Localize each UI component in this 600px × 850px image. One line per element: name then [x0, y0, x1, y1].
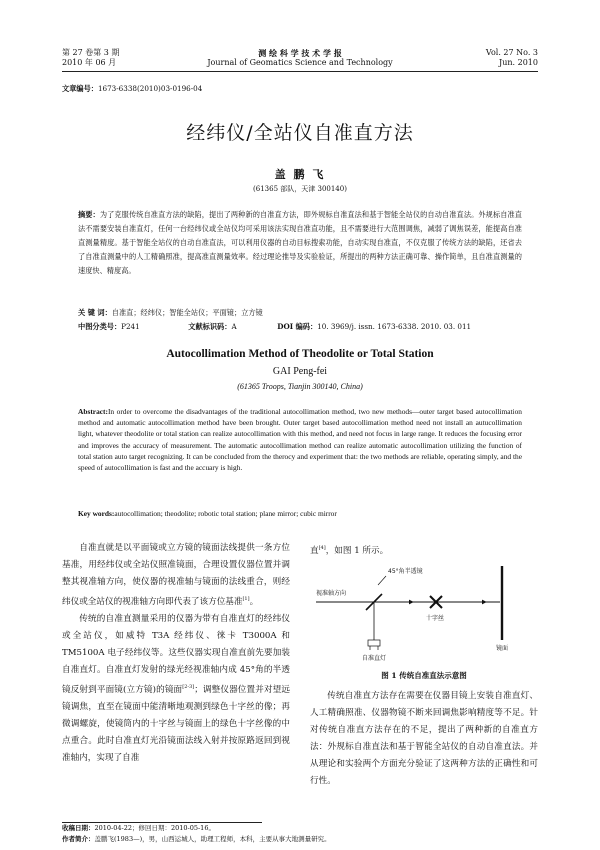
- doc-code-label: 文献标识码：: [188, 322, 232, 331]
- abstract-en-label: Abstract:: [78, 407, 108, 416]
- doc-code-value: A: [231, 322, 237, 331]
- label-crosshair: 十字丝: [426, 615, 445, 622]
- figure-1-diagram: [310, 560, 538, 666]
- doi-value: 10. 3969/j. issn. 1673-6338. 2010. 03. 011: [317, 322, 472, 331]
- author-en: GAI Peng-fei: [272, 366, 328, 377]
- abstract-cn-text: 为了克服传统自准直方法的缺陷，提出了两种新的自准直方法，即外规标自准直法和基于智能全站仪的自动自准直法。外规标自准直法不需要安装自准直灯，任何一台经纬仪或全站仪均可采用该法实现自准直功能，且不需要进行大范围调焦，减弱了调焦误差，能提高自准直测量精度。基于智能全站仪的自动自准直法，可以利用仪器的自动目标搜索功能，自动实现自准直，不仅克服了传统方法的缺陷，还省去了自准直测量中的人工精确照准，提高准直测量效率。经过理论推导及实验验证，所提出的两种方法正确可靠、操作简单，且自准直测量的速度快、精度高。: [78, 210, 522, 275]
- figure-1-caption: 图 1 传统自准直法示意图: [381, 671, 467, 680]
- keywords-en-label: Key words:: [78, 509, 115, 518]
- keywords-en: [78, 508, 522, 519]
- received-value: 2010-04-22；修回日期：2010-05-16。: [94, 824, 215, 832]
- affiliation-cn: (61365 部队，天津 300140): [253, 185, 347, 193]
- label-mirror: 镜面: [496, 645, 509, 652]
- author-info-label: 作者简介：: [62, 835, 95, 843]
- traditional-text-a: 传统的自准直测量采用的仪器为带有自准直灯的经纬仪或全站仪，如威特 T3A 经纬仪、徕卡 T3000A 和 TM5100A 电子经纬仪等。这些仪器实现自准直前先要加装自准直灯。自准直灯发射的绿光经视准轴内成 45°角的半透镜反射到平面镜(立方镜)的镜面: [62, 613, 290, 695]
- abstract-en-text: In order to overcome the disadvantages of the traditional autocollimation method, two new methods—outer target based autocollimation method and automatic autocollimation method have been brought. Outer target based autocollimation method need not install an autucollimation light, whatever theodolite or total station can realize autocollimation with this method, and need not focus in large range. It reduces the focusing error and improves the accuracy of measurement. The automatic autocollimation method can realize automatic autocollimation utilizing the function of total station auto target recognizing. It can be concluded from the therocy and experiment that: the two methods are reliable, operating simply, and the speed of autocollimation is fast and the accuary is high.: [78, 407, 522, 473]
- continuation-ref: [4]: [318, 545, 326, 551]
- doi-label: DOI 编码：: [277, 322, 318, 331]
- article-number-value: 1673-6338(2010)03-0196-04: [97, 84, 203, 93]
- author-info-value: 盖鹏飞(1983—)，男，山西运城人，助理工程师，本科，主要从事大地测量研究。: [94, 835, 331, 843]
- lamp-icon: [368, 640, 380, 650]
- received-label: 收稿日期：: [62, 824, 95, 832]
- traditional-paragraph: [62, 611, 290, 767]
- header-volume-en: Vol. 27 No. 3: [485, 48, 538, 57]
- journal-title-cn: 测 绘 科 学 技 术 学 报: [258, 48, 342, 58]
- abstract-cn: [78, 208, 522, 278]
- header-rule: [62, 71, 538, 72]
- methods-paragraph: 传统自准直方法存在需要在仪器目镜上安装自准直灯、人工精确照准、仪器物镜不断来回调焦影响精度等不足。针对传统自准直方法存在的不足，提出了两种新的自准直方法：外规标自准直法和基于智能全站仪的自动自准直法。并从理论和实验两个方面充分验证了这两种方法的正确性和可行性。: [310, 691, 538, 786]
- footnote-received: [62, 823, 215, 834]
- journal-title-en: Journal of Geomatics Science and Technology: [207, 58, 393, 67]
- header-date-en: Jun. 2010: [499, 58, 538, 67]
- intro-end: 。: [249, 596, 259, 607]
- intro-ref: [1]: [242, 596, 250, 602]
- clc-value: P241: [121, 322, 140, 331]
- label-lamp: 自准直灯: [362, 655, 387, 662]
- label-axis-direction: 视准轴方向: [316, 590, 347, 597]
- header-left: [62, 48, 119, 68]
- header-center: [180, 48, 420, 68]
- keywords-cn-label: 关 键 词：: [78, 308, 112, 317]
- header-right: [486, 48, 538, 68]
- traditional-text-b: ；调整仪器位置并对望远镜调焦，直至在镜面中能清晰地观测到绿色十字丝的像；再微调螺旋，使镜筒内的十字丝与镜面上的绿色十字丝像的中点重合。此时自准直灯光沿镜面法线入射并按原路返回到视准轴内，实现了自准: [62, 684, 290, 763]
- footnote-author: [62, 834, 331, 845]
- header-volume: 第 27 卷第 3 期: [62, 48, 120, 57]
- classification-line: [78, 320, 522, 334]
- abstract-en: [78, 406, 522, 473]
- keywords-cn-text: 自准直；经纬仪；智能全站仪；平面镜；立方镜: [111, 308, 263, 317]
- author-cn: 盖 鹏 飞: [274, 168, 326, 181]
- keywords-cn: [78, 306, 522, 320]
- traditional-ref: [2-3]: [182, 683, 195, 690]
- half-mirror-leader: [378, 576, 386, 585]
- intro-text: 自准直就是以平面镜或立方镜的镜面法线提供一条方位基准，用经纬仪或全站仪照准镜面，合理设置仪器位置并调整其视准轴方向，使仪器的视准轴与镜面的法线重合，则经纬仪或全站仪的视准轴方向即代表了该方位基准: [62, 543, 290, 607]
- affiliation-en: (61365 Troops, Tianjin 300140, China): [237, 382, 363, 391]
- label-half-mirror: 45°角半透镜: [388, 568, 423, 575]
- article-number: [62, 82, 202, 96]
- title-cn: 经纬仪/全站仪自准直方法: [186, 122, 414, 144]
- article-number-label: 文章编号：: [62, 84, 98, 93]
- intro-paragraph: [62, 540, 290, 611]
- title-en: Autocollimation Method of Theodolite or Total Station: [166, 348, 434, 360]
- keywords-en-text: autocollimation; theodolite; robotic total station; plane mirror; cubic mirror: [114, 509, 337, 518]
- left-column: [62, 540, 290, 767]
- right-column-top: [310, 540, 538, 560]
- continuation-text-a: 直: [310, 545, 319, 556]
- clc-label: 中图分类号：: [78, 322, 122, 331]
- right-column: [310, 688, 538, 790]
- continuation-text-b: ，如图 1 所示。: [325, 545, 389, 556]
- header-date: 2010 年 06 月: [62, 58, 117, 67]
- abstract-cn-label: 摘要：: [78, 210, 100, 219]
